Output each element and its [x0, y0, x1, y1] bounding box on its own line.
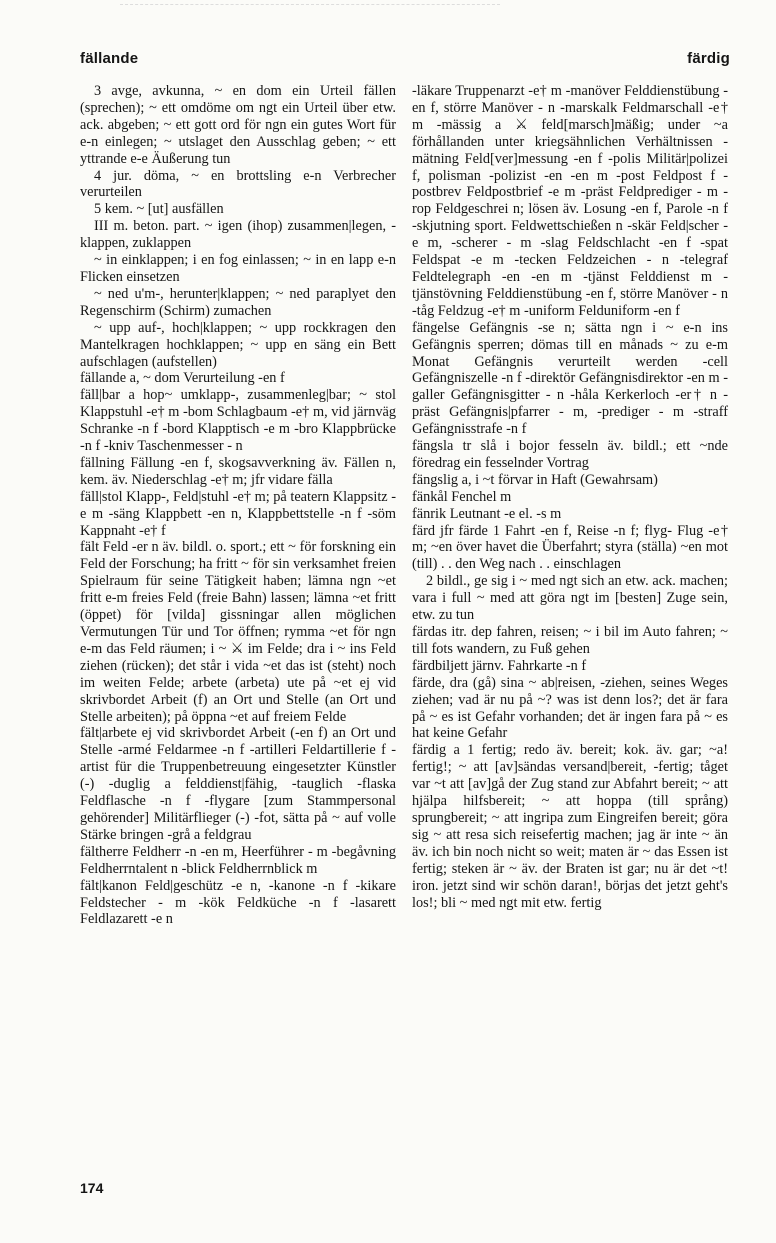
entry-text: ~ in einklappen; i en fog einlassen; ~ in en lapp e-n Flicken einsetzen: [80, 252, 396, 285]
dictionary-entry: fält|kanon Feld|geschütz -e n, -kanone -n f -kikare Feldstecher - m -kök Feldküche -n f -lasarett Feldlazarett -e n: [80, 877, 396, 928]
dictionary-entry: färde, dra (gå) sina ~ ab|reisen, -ziehen, seines Weges ziehen; vad är nu på ~? was ist denn los?; det är fara på ~ es ist Gefahr vorhanden; det är ingen fara på ~ es hat keine Gefahr: [412, 674, 728, 742]
entry-text: ~ ned u'm-, herunter|klappen; ~ ned paraplyet den Regenschirm (Schirm) zumachen: [80, 285, 396, 319]
dictionary-entry: fällning Fällung -en f, skogsavverkning äv. Fällen n, kem. äv. Niederschlag -e† m; jfr vidare fälla: [80, 454, 396, 488]
left-column: [80, 83, 396, 928]
dictionary-entry: färdig a 1 fertig; redo äv. bereit; kok. äv. gar; ~a! fertig!; ~ att [av]sändas versand|bereit, -fertig; tåget var ~t att [av]gå der Zug stand zur Abfahrt bereit; ~ att hjälpa hilfsbereit; ~ att hoppa (till språng) sprungbereit; ~ att ingripa zum Eingreifen bereit; göra sig ~ att resa sich reisefertig machen; jag är inte ~ än äv. ich bin noch nicht so weit; maten är ~ das Essen ist fertig; steken är ~ äv. der Braten ist gar; nu är det ~t! iron. jetzt sind wir schön daran!, börjas det jetzt geht's los!; bli ~ med ngt mit etw. fertig: [412, 742, 728, 911]
top-edge-line: [120, 4, 500, 5]
entry-text: 2 bildl., ge sig i ~ med ngt sich an etw. ack. machen; vara i full ~ med att göra ngt im [besten] Zuge sein, etw. zu tun: [412, 573, 728, 624]
dictionary-entry: färdbiljett järnv. Fahrkarte -n f: [412, 657, 587, 674]
dictionary-entry: fängslig a, i ~t förvar in Haft (Gewahrsam): [412, 471, 658, 488]
right-column: [412, 83, 728, 911]
dictionary-entry: fäll|stol Klapp-, Feld|stuhl -e† m; på teatern Klappsitz -e m -säng Klappbett -en n, Klappbettstelle -n f -söm Kappnaht -e† f: [80, 488, 396, 539]
header-left-guide-word: fällande: [80, 50, 139, 67]
dictionary-entry: färdas itr. dep fahren, reisen; ~ i bil im Auto fahren; ~ till fots wandern, zu Fuß gehen: [412, 624, 728, 657]
header-right-guide-word: färdig: [687, 50, 730, 67]
entry-text: ~ upp auf-, hoch|klappen; ~ upp rockkragen den Mantelkragen hochklappen; ~ upp en säng ein Bett aufschlagen (aufstellen): [80, 319, 396, 370]
entry-text: III m. beton. part. ~ igen (ihop) zusammen|legen, -klappen, zuklappen: [80, 218, 396, 252]
dictionary-entry: -läkare Truppenarzt -e† m -manöver Felddienstübung -en f, större Manöver - n -marskalk Feldmarschall -e† m -mässig a ⚔ feld[marsch]mäßig; under ~a förhållanden unter kriegsähnlichen Verhältnissen -mätning Feld[ver]messung -en f -polis Militär|polizei f, polisman -polizist -en -en m -post Feldpost f -postbrev Feldpostbrief -e m -präst Feldprediger - m -rop Feldgeschrei n; lösen äv. Losung -en f, Parole -n f -skjutning sport. Feldwettschießen n -skär Feld|scher -e m, -scherer - m -slag Feldschlacht -en f -spat Feldspat -e m -tecken Feldzeichen - n -telegraf Feldtelegraph -en -en m -tjänst Felddienst m -tjänstövning Felddienstübung -en f, större Manöver - n -tåg Feldzug -e† m -uniform Felduniform -en f: [412, 83, 728, 319]
dictionary-entry: fänkål Fenchel m: [412, 488, 512, 505]
dictionary-entry: fäll|bar a hop~ umklapp-, zusammenleg|bar; ~ stol Klappstuhl -e† m -bom Schlagbaum -e† m, vid järnväg Schranke -n f -bord Klapptisch -e m -bro Klappbrücke -n f -kniv Taschenmesser - n: [80, 387, 396, 455]
page-number: 174: [80, 1180, 104, 1196]
entry-text: 5 kem. ~ [ut] ausfällen: [94, 201, 224, 218]
dictionary-entry: fängsla tr slå i bojor fesseln äv. bildl.; ett ~nde föredrag ein fesselnder Vortrag: [412, 438, 728, 471]
dictionary-entry: färd jfr färde 1 Fahrt -en f, Reise -n f; flyg- Flug -e† m; ~en över havet die Überfahrt; styra (ställa) ~en mot (till) . . den Weg nach . . einschlagen: [412, 522, 728, 573]
entry-text: 3 avge, avkunna, ~ en dom ein Urteil fällen (sprechen); ~ ett omdöme om ngt ein Urteil über etw. ack. abgeben; ~ ett gott ord för ngn ein gutes Wort für e-n einlegen; ~ utslaget den Ausschlag geben; ~ ett yttrande e-e Äußerung tun: [80, 83, 396, 167]
dictionary-entry: fältherre Feldherr -n -en m, Heerführer - m -begåvning Feldherrntalent n -blick Feldherrnblick m: [80, 843, 396, 877]
dictionary-entry: fänrik Leutnant -e el. -s m: [412, 505, 562, 522]
dictionary-entry: fält Feld -er n äv. bildl. o. sport.; ett ~ för forskning ein Feld der Forschung; ha fritt ~ för sin verksamhet freien Spielraum für seine Tätigkeit haben; lämna ngn ~et fritt e-m freies Feld (freie Bahn) lassen; lämna ~et fritt (öppet) för [vilda] gissningar allen möglichen Vermutungen Tür und Tor öffnen; rymma ~et för ngn e-m das Feld räumen; i ~ ⚔ im Felde; dra i ~ ins Feld ziehen (rücken); det står i vida ~et das ist (steht) noch im weiten Felde; arbete (arbeta) ute på ~et ej vid skrivbordet Arbeit (f) an Ort und Stelle (an Ort und Stelle arbeiten); på öppna ~et auf freiem Felde: [80, 539, 396, 725]
dictionary-entry: fängelse Gefängnis -se n; sätta ngn i ~ e-n ins Gefängnis sperren; dömas till en månads ~ zu e-m Monat Gefängnis verurteilt werden -cell Gefängniszelle -n f -direktör Gefängnisdirektor -en m -galler Gefängnisgitter - n -håla Kerkerloch -er† n -präst Gefängnis|pfarrer - m, -prediger - m -straff Gefängnisstrafe -n f: [412, 319, 728, 438]
dictionary-entry: fällande a, ~ dom Verurteilung -en f: [80, 370, 285, 387]
entry-text: 4 jur. döma, ~ en brottsling e-n Verbrecher verurteilen: [80, 167, 396, 201]
dictionary-entry: fält|arbete ej vid skrivbordet Arbeit (-en f) an Ort und Stelle -armé Feldarmee -n f -artilleri Feldartillerie f -artist für die Truppenbetreuung eingesetzter Künstler (-) -duglig a felddienst|fähig, -tauglich -flaska Feldflasche -n f -flygare [zum Stammpersonal gehörender] Militärflieger (-) -fot, sätta på ~ auf volle Stärke bringen -grå a feldgrau: [80, 725, 396, 843]
